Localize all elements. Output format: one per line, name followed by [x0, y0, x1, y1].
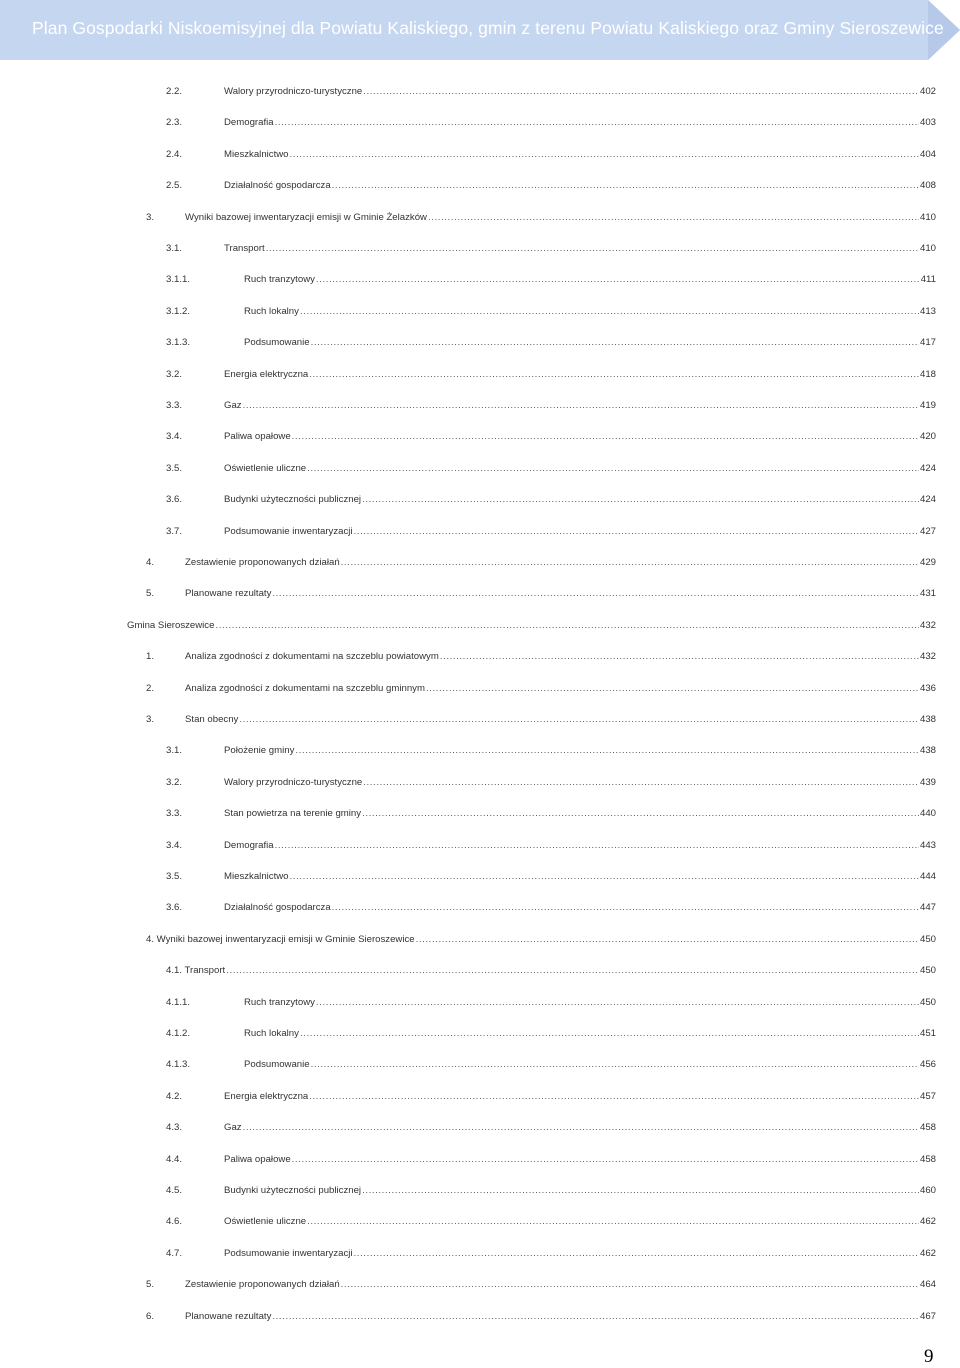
toc-entry[interactable] — [166, 399, 936, 413]
toc-entry[interactable] — [166, 305, 936, 319]
toc-entry-number: 2. — [146, 682, 155, 694]
toc-entry-page: 451 — [919, 1028, 936, 1039]
toc-entry[interactable] — [146, 211, 936, 225]
toc-entry-title: Ruch lokalny — [244, 305, 299, 317]
toc-entry[interactable] — [166, 996, 936, 1010]
toc-entry-title: Gaz — [224, 1122, 242, 1134]
toc-entry[interactable] — [166, 839, 936, 853]
toc-entry[interactable] — [146, 650, 936, 664]
toc-entry-page: 410 — [919, 243, 936, 254]
toc-entry-page: 419 — [919, 400, 936, 411]
toc-dot-leader — [243, 399, 919, 413]
toc-entry-title: 4. Wyniki bazowej inwentaryzacji emisji w Gminie Sieroszewice — [146, 933, 415, 945]
toc-entry-number: 4.4. — [166, 1153, 183, 1165]
toc-entry[interactable] — [166, 1090, 936, 1104]
toc-dot-leader — [307, 1215, 919, 1229]
toc-entry-page: 417 — [919, 337, 936, 349]
toc-entry-title: Ruch lokalny — [244, 1028, 299, 1039]
toc-dot-leader — [309, 368, 919, 382]
toc-entry-page: 432 — [919, 651, 936, 663]
toc-entry-number: 2.2. — [166, 86, 183, 97]
toc-entry-title: Podsumowanie — [244, 1059, 310, 1071]
toc-entry[interactable] — [166, 1153, 936, 1167]
toc-entry-page: 444 — [919, 871, 936, 882]
toc-entry[interactable] — [146, 1278, 936, 1292]
toc-entry-title: Położenie gminy — [224, 745, 295, 757]
toc-dot-leader — [363, 776, 919, 790]
toc-dot-leader — [239, 713, 919, 727]
toc-entry-number: 5. — [146, 1279, 155, 1291]
toc-entry[interactable] — [127, 619, 936, 633]
toc-entry-number: 3.5. — [166, 462, 183, 474]
toc-entry[interactable] — [166, 964, 936, 978]
toc-entry-page: 432 — [919, 619, 936, 631]
toc-entry-title: Transport — [224, 243, 265, 254]
toc-entry-number: 4.1.2. — [166, 1028, 191, 1039]
toc-entry-title: Ruch tranzytowy — [244, 274, 315, 286]
toc-entry-number: 3.5. — [166, 871, 183, 882]
toc-entry-title: Podsumowanie inwentaryzacji — [224, 1247, 353, 1259]
toc-entry-number: 4.6. — [166, 1216, 183, 1228]
toc-entry-number: 4. — [146, 557, 155, 568]
toc-dot-leader — [275, 839, 919, 853]
toc-entry[interactable] — [166, 744, 936, 758]
toc-dot-leader — [307, 462, 919, 476]
toc-entry[interactable] — [166, 336, 936, 350]
toc-dot-leader — [416, 933, 919, 947]
toc-dot-leader — [215, 619, 919, 633]
toc-dot-leader — [362, 1184, 919, 1198]
toc-dot-leader — [290, 148, 919, 162]
toc-dot-leader — [300, 1027, 919, 1041]
toc-entry-title: Energia elektryczna — [224, 1090, 309, 1102]
toc-entry-title: Mieszkalnictwo — [224, 871, 289, 882]
toc-entry-number: 3.2. — [166, 776, 183, 788]
toc-entry-page: 404 — [919, 148, 936, 160]
toc-dot-leader — [426, 682, 919, 696]
toc-entry-number: 3.3. — [166, 808, 183, 820]
toc-dot-leader — [428, 211, 919, 225]
toc-entry-page: 420 — [919, 431, 936, 443]
toc-entry-number: 4.7. — [166, 1247, 183, 1259]
toc-entry[interactable] — [166, 525, 936, 539]
toc-entry-page: 408 — [919, 180, 936, 192]
toc-entry-page: 436 — [919, 682, 936, 694]
toc-entry-number: 3. — [146, 211, 155, 223]
toc-entry-title: Budynki użyteczności publicznej — [224, 1185, 362, 1196]
toc-entry-title: Wyniki bazowej inwentaryzacji emisji w Gminie Żelazków — [185, 211, 427, 223]
header-title: Plan Gospodarki Niskoemisyjnej dla Powiatu Kaliskiego, gmin z terenu Powiatu Kaliskiego oraz Gminy Sieroszewice — [32, 18, 944, 38]
toc-entry-number: 3.3. — [166, 400, 183, 411]
toc-entry-title: Oświetlenie uliczne — [224, 462, 307, 474]
toc-entry[interactable] — [166, 807, 936, 821]
toc-entry-title: Działalność gospodarcza — [224, 902, 331, 914]
toc-entry-number: 3.1.3. — [166, 337, 191, 349]
toc-entry-page: 439 — [919, 776, 936, 788]
toc-dot-leader — [295, 744, 919, 758]
toc-entry-page: 464 — [919, 1279, 936, 1291]
toc-dot-leader — [290, 870, 919, 884]
toc-entry-number: 3.7. — [166, 525, 183, 537]
toc-dot-leader — [275, 116, 919, 130]
toc-entry[interactable] — [146, 713, 936, 727]
toc-entry[interactable] — [166, 493, 936, 507]
toc-dot-leader — [311, 1058, 919, 1072]
toc-entry-title: Zestawienie proponowanych działań — [185, 1279, 340, 1291]
toc-dot-leader — [363, 85, 919, 99]
toc-entry-title: Podsumowanie inwentaryzacji — [224, 525, 353, 537]
toc-entry-title: Paliwa opałowe — [224, 431, 291, 443]
toc-dot-leader — [292, 1153, 919, 1167]
toc-entry[interactable] — [146, 682, 936, 696]
toc-dot-leader — [272, 587, 919, 601]
toc-entry-page: 462 — [919, 1247, 936, 1259]
toc-entry-page: 443 — [919, 839, 936, 851]
toc-entry-title: Demografia — [224, 117, 274, 129]
toc-entry-number: 5. — [146, 588, 155, 600]
toc-entry-number: 3.1. — [166, 745, 183, 757]
toc-entry-title: Podsumowanie — [244, 337, 310, 349]
toc-entry[interactable] — [166, 1247, 936, 1261]
toc-entry-page: 411 — [920, 274, 936, 286]
page-header — [0, 0, 960, 60]
toc-entry-page: 431 — [919, 588, 936, 600]
toc-entry-page: 413 — [919, 305, 936, 317]
toc-entry-title: Oświetlenie uliczne — [224, 1216, 307, 1228]
toc-entry-number: 4.5. — [166, 1185, 183, 1196]
toc-entry-title: Paliwa opałowe — [224, 1153, 291, 1165]
toc-dot-leader — [266, 242, 919, 256]
toc-entry-number: 3.4. — [166, 431, 183, 443]
toc-dot-leader — [226, 964, 919, 978]
toc-entry-number: 3. — [146, 714, 155, 725]
toc-entry-title: Stan obecny — [185, 714, 239, 725]
toc-dot-leader — [332, 901, 919, 915]
toc-entry-title: Analiza zgodności z dokumentami na szczeblu gminnym — [185, 682, 425, 694]
toc-entry-page: 458 — [919, 1153, 936, 1165]
toc-entry-number: 6. — [146, 1310, 155, 1322]
toc-dot-leader — [440, 650, 919, 664]
toc-entry-title: Stan powietrza na terenie gminy — [224, 808, 362, 820]
toc-entry-title: Mieszkalnictwo — [224, 148, 289, 160]
toc-entry-page: 403 — [919, 117, 936, 129]
toc-entry-page: 456 — [919, 1059, 936, 1071]
toc-entry[interactable] — [146, 556, 936, 570]
toc-entry-page: 462 — [919, 1216, 936, 1228]
toc-entry[interactable] — [166, 1215, 936, 1229]
toc-entry-number: 3.6. — [166, 494, 183, 506]
toc-entry-number: 1. — [146, 651, 155, 663]
toc-entry[interactable] — [166, 1184, 936, 1198]
toc-entry-title: 4.1. Transport — [166, 965, 226, 977]
toc-entry[interactable] — [166, 179, 936, 193]
toc-entry[interactable] — [166, 901, 936, 915]
toc-entry[interactable] — [166, 368, 936, 382]
toc-entry-number: 3.1.1. — [166, 274, 191, 286]
toc-entry-page: 440 — [919, 808, 936, 820]
toc-entry[interactable] — [146, 587, 936, 601]
toc-entry-page: 458 — [919, 1122, 936, 1134]
toc-entry-number: 3.1. — [166, 243, 183, 254]
toc-dot-leader — [354, 1247, 919, 1261]
toc-entry[interactable] — [166, 1058, 936, 1072]
toc-entry-page: 424 — [919, 462, 936, 474]
toc-entry-page: 402 — [919, 86, 936, 97]
toc-dot-leader — [243, 1121, 919, 1135]
toc-entry-page: 424 — [919, 494, 936, 506]
toc-entry-title: Energia elektryczna — [224, 368, 309, 380]
toc-entry-number: 2.5. — [166, 180, 183, 192]
toc-entry-title: Zestawienie proponowanych działań — [185, 557, 340, 568]
toc-entry-title: Planowane rezultaty — [185, 1310, 272, 1322]
toc-entry-page: 418 — [919, 368, 936, 380]
toc-dot-leader — [316, 996, 919, 1010]
toc-entry-page: 450 — [919, 933, 936, 945]
toc-dot-leader — [362, 493, 919, 507]
toc-dot-leader — [272, 1310, 919, 1324]
toc-entry-page: 427 — [919, 525, 936, 537]
toc-entry-page: 460 — [919, 1185, 936, 1196]
toc-entry-page: 410 — [919, 211, 936, 223]
toc-entry[interactable] — [166, 430, 936, 444]
toc-entry-page: 429 — [919, 557, 936, 568]
toc-entry[interactable] — [146, 933, 936, 947]
toc-entry-page: 438 — [919, 745, 936, 757]
page-number: 9 — [924, 1346, 934, 1367]
toc-entry-title: Walory przyrodniczo-turystyczne — [224, 776, 363, 788]
toc-entry-number: 3.2. — [166, 368, 183, 380]
toc-dot-leader — [300, 305, 919, 319]
toc-entry-title: Gmina Sieroszewice — [127, 619, 215, 631]
toc-entry[interactable] — [166, 1027, 936, 1041]
toc-entry-title: Budynki użyteczności publicznej — [224, 494, 362, 506]
toc-dot-leader — [292, 430, 919, 444]
toc-entry-title: Walory przyrodniczo-turystyczne — [224, 86, 363, 97]
toc-entry[interactable] — [166, 1121, 936, 1135]
toc-entry-number: 4.1.1. — [166, 996, 191, 1008]
toc-dot-leader — [311, 336, 919, 350]
toc-entry[interactable] — [166, 242, 936, 256]
toc-entry-number: 2.4. — [166, 148, 183, 160]
toc-entry-title: Demografia — [224, 839, 274, 851]
toc-dot-leader — [316, 273, 920, 287]
toc-entry-page: 467 — [919, 1310, 936, 1322]
toc-entry-page: 438 — [919, 714, 936, 725]
toc-entry-title: Gaz — [224, 400, 242, 411]
toc-entry-page: 450 — [919, 996, 936, 1008]
toc-entry-number: 3.4. — [166, 839, 183, 851]
toc-entry-number: 3.1.2. — [166, 305, 191, 317]
toc-entry-page: 457 — [919, 1090, 936, 1102]
toc-dot-leader — [362, 807, 919, 821]
toc-entry[interactable] — [166, 85, 936, 99]
toc-dot-leader — [341, 1278, 919, 1292]
toc-entry[interactable] — [166, 148, 936, 162]
toc-entry-number: 3.6. — [166, 902, 183, 914]
toc-entry-page: 450 — [919, 965, 936, 977]
toc-entry[interactable] — [166, 776, 936, 790]
toc-entry-number: 2.3. — [166, 117, 183, 129]
toc-entry-title: Planowane rezultaty — [185, 588, 272, 600]
toc-entry-title: Ruch tranzytowy — [244, 996, 315, 1008]
toc-dot-leader — [354, 525, 919, 539]
toc-dot-leader — [309, 1090, 919, 1104]
toc-entry-number: 4.2. — [166, 1090, 183, 1102]
toc-entry[interactable] — [166, 870, 936, 884]
toc-entry[interactable] — [146, 1310, 936, 1324]
toc-entry-page: 447 — [919, 902, 936, 914]
toc-dot-leader — [341, 556, 919, 570]
toc-entry-number: 4.3. — [166, 1122, 183, 1134]
toc-entry[interactable] — [166, 462, 936, 476]
toc-entry[interactable] — [166, 116, 936, 130]
toc-entry-number: 4.1.3. — [166, 1059, 191, 1071]
toc-entry-title: Działalność gospodarcza — [224, 180, 331, 192]
toc-dot-leader — [332, 179, 919, 193]
toc-entry-title: Analiza zgodności z dokumentami na szczeblu powiatowym — [185, 651, 439, 663]
toc-entry[interactable] — [166, 273, 936, 287]
